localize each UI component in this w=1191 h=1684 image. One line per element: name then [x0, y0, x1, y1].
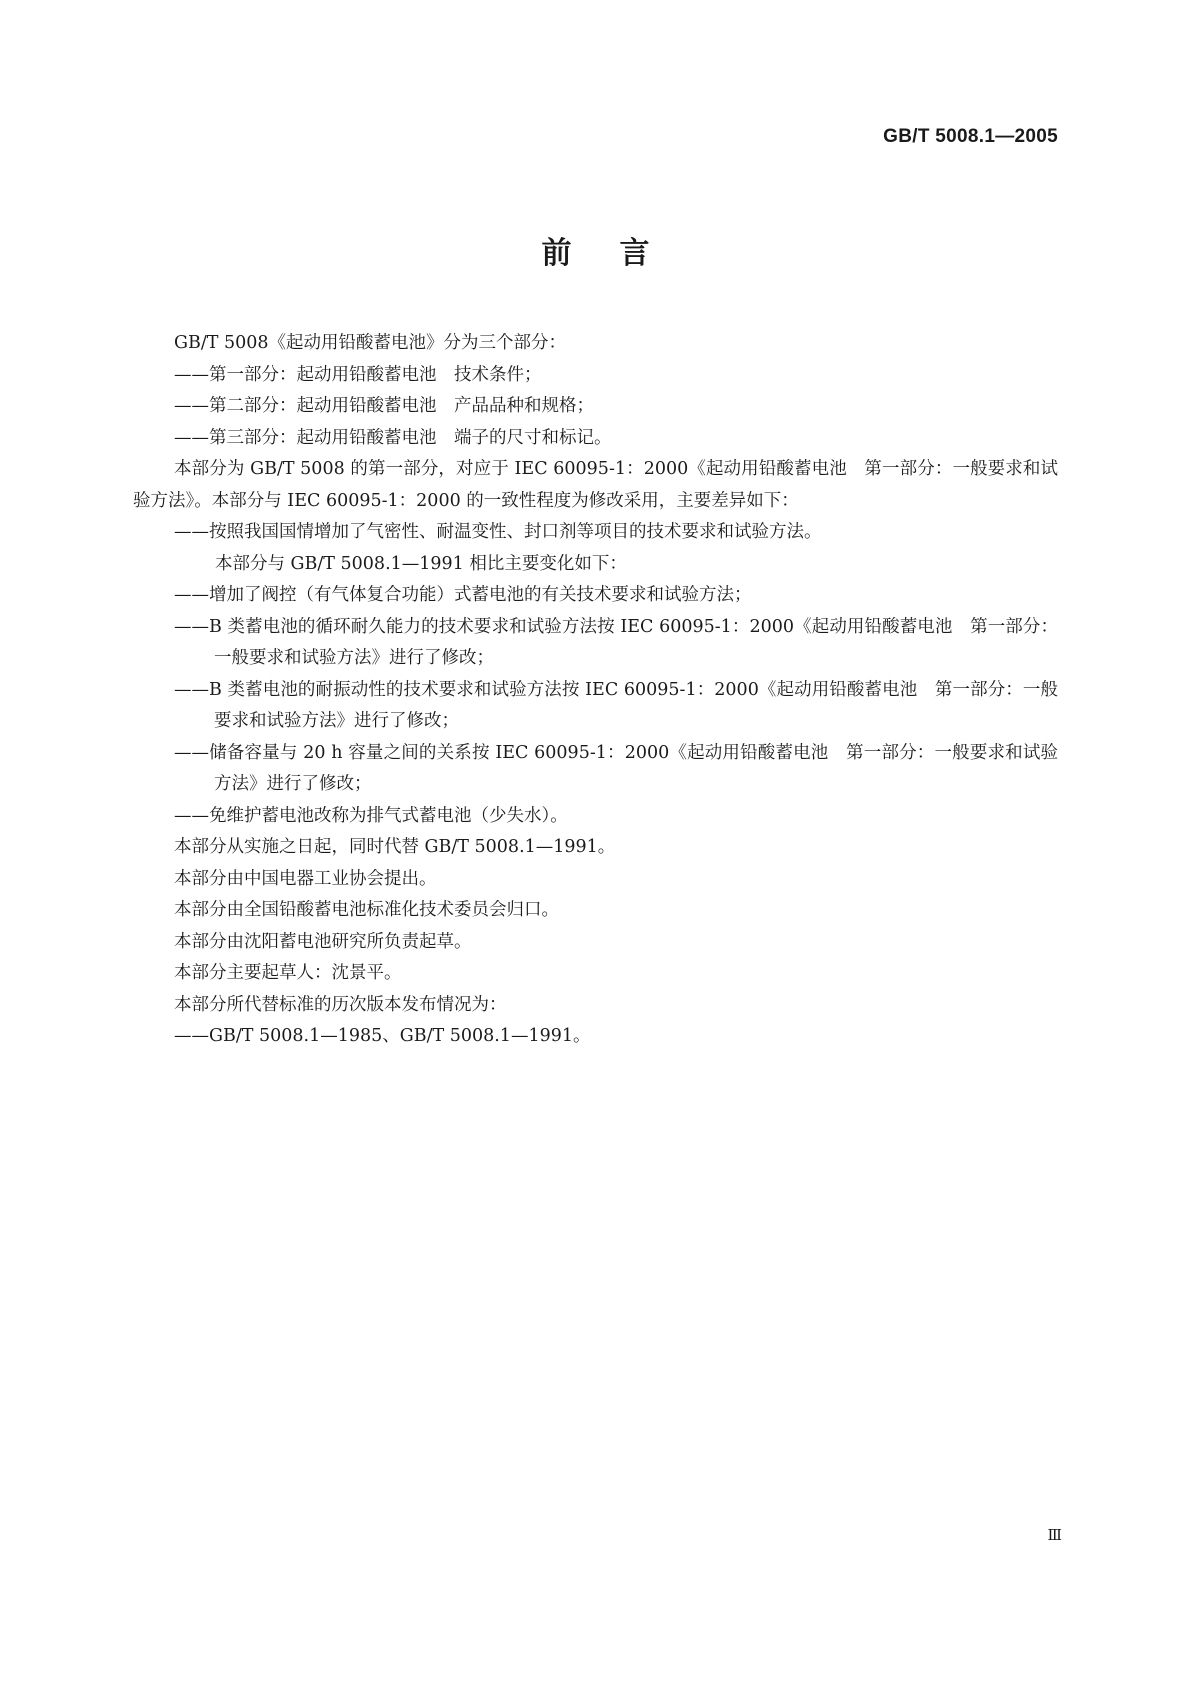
paragraph-drafters: 本部分主要起草人：沈景平。	[174, 963, 402, 983]
paragraph-changes-intro: 本部分与 GB/T 5008.1—1991 相比主要变化如下：	[215, 553, 627, 574]
list-item-difference-1: ——按照我国国情增加了气密性、耐温变性、封口剂等项目的技术要求和试验方法。	[174, 522, 822, 542]
paragraph-proposed-by: 本部分由中国电器工业协会提出。	[174, 868, 437, 889]
paragraph-centralized-by: 本部分由全国铅酸蓄电池标准化技术委员会归口。	[174, 900, 559, 920]
paragraph-correspondence: 本部分为 GB/T 5008 的第一部分，对应于 IEC 60095-1：2000《起动用铅酸蓄电池 第一部分：一般要求和试验方法》。本部分与 IEC 60095-1：2000 的一致性程度为修改采用，主要差异如下：	[133, 459, 1058, 511]
list-item-change-4: ——储备容量与 20 h 容量之间的关系按 IEC 60095-1：2000《起动用铅酸蓄电池 第一部分：一般要求和试验方法》进行了修改；	[174, 742, 1058, 794]
document-code: GB/T 5008.1—2005	[883, 126, 1058, 147]
list-item-change-2: ——B 类蓄电池的循环耐久能力的技术要求和试验方法按 IEC 60095-1：2000《起动用铅酸蓄电池 第一部分：一般要求和试验方法》进行了修改；	[174, 616, 1058, 668]
paragraph-replaces: 本部分从实施之日起，同时代替 GB/T 5008.1—1991。	[174, 837, 616, 857]
list-item-change-3: ——B 类蓄电池的耐振动性的技术要求和试验方法按 IEC 60095-1：2000《起动用铅酸蓄电池 第一部分：一般要求和试验方法》进行了修改；	[174, 679, 1058, 731]
list-item-change-1: ——增加了阀控（有气体复合功能）式蓄电池的有关技术要求和试验方法；	[174, 585, 752, 605]
list-item-change-5: ——免维护蓄电池改称为排气式蓄电池（少失水）。	[174, 805, 568, 826]
list-item-history-1: ——GB/T 5008.1—1985、GB/T 5008.1—1991。	[174, 1026, 591, 1046]
paragraph-history-intro: 本部分所代替标准的历次版本发布情况为：	[174, 994, 507, 1015]
paragraph-drafted-by: 本部分由沈阳蓄电池研究所负责起草。	[174, 931, 472, 952]
list-item-part-2: ——第二部分：起动用铅酸蓄电池 产品品种和规格；	[174, 396, 594, 416]
page-title: 前言	[541, 236, 698, 271]
paragraph-parts-intro: GB/T 5008《起动用铅酸蓄电池》分为三个部分：	[174, 333, 567, 353]
list-item-part-3: ——第三部分：起动用铅酸蓄电池 端子的尺寸和标记。	[174, 427, 612, 448]
list-item-part-1: ——第一部分：起动用铅酸蓄电池 技术条件；	[174, 364, 542, 385]
foreword-body	[133, 328, 1058, 1053]
page-number: Ⅲ	[1047, 1526, 1061, 1544]
